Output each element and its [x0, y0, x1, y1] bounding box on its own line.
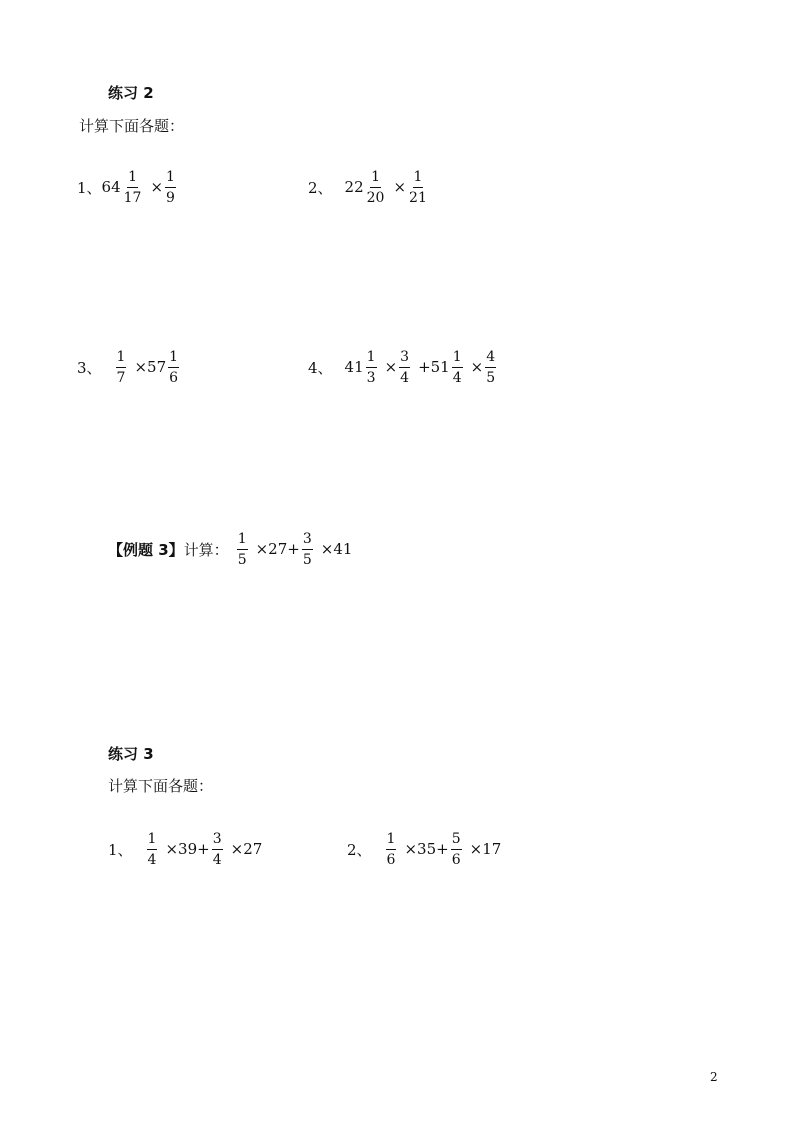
practice3-problem-1: [108, 829, 262, 869]
practice3-problem-2: [347, 829, 501, 869]
denominator: 21: [409, 189, 427, 206]
denominator: 5: [486, 369, 496, 386]
problem-label: 2、: [347, 840, 372, 859]
practice2-instruction: 计算下面各题：: [79, 117, 185, 135]
fraction: [399, 349, 410, 386]
whole-number: 22: [344, 178, 364, 196]
practice2-problem-1: [77, 167, 178, 207]
numerator: 1: [237, 531, 248, 550]
numerator: 3: [212, 831, 223, 850]
denominator: 5: [302, 551, 312, 568]
practice2-title: 练习 2: [108, 84, 154, 102]
practice2-problem-4: [308, 347, 498, 387]
fraction: [168, 349, 179, 386]
numerator: 4: [485, 349, 496, 368]
denominator: 20: [366, 189, 385, 206]
operator: ×27: [230, 840, 263, 858]
numerator: 3: [302, 531, 313, 550]
operator: ×17: [469, 840, 502, 858]
numerator: 5: [451, 831, 462, 850]
denominator: 6: [386, 851, 396, 868]
denominator: 5: [237, 551, 247, 568]
denominator: 3: [366, 369, 376, 386]
numerator: 1: [386, 831, 397, 850]
denominator: 4: [400, 369, 410, 386]
denominator: 6: [451, 851, 461, 868]
operator: ×57: [134, 358, 167, 376]
practice2-problem-3: [77, 347, 181, 387]
denominator: 9: [166, 189, 175, 206]
operator: ×: [470, 358, 484, 376]
operator: ×41: [320, 540, 353, 558]
operator: ×27+: [255, 540, 300, 558]
fraction: [485, 349, 496, 386]
numerator: 1: [147, 831, 158, 850]
fraction: [147, 831, 158, 868]
fraction: [451, 831, 462, 868]
problem-label: 1、: [108, 840, 133, 859]
denominator: 4: [212, 851, 222, 868]
problem-label: 2、: [308, 178, 333, 197]
example3-prefix: 计算：: [183, 540, 229, 559]
numerator: 1: [452, 349, 463, 368]
numerator: 1: [168, 349, 179, 368]
denominator: 6: [169, 369, 179, 386]
denominator: 7: [116, 369, 126, 386]
practice3-title: 练习 3: [108, 745, 154, 763]
numerator: 1: [366, 349, 377, 368]
fraction: [366, 349, 377, 386]
denominator: 17: [123, 189, 142, 206]
fraction: [366, 169, 386, 206]
numerator: 1: [413, 169, 424, 188]
whole-number: 64: [101, 178, 121, 196]
practice2-problem-2: [308, 167, 430, 207]
fraction: [123, 169, 143, 206]
fraction: [237, 531, 248, 568]
whole-number: 41: [344, 358, 364, 376]
numerator: 1: [370, 169, 381, 188]
fraction: [116, 349, 127, 386]
denominator: 4: [452, 369, 462, 386]
problem-label: 1、: [77, 178, 102, 197]
example3-label: 【例题 3】: [108, 540, 184, 559]
numerator: 1: [116, 349, 127, 368]
operator: ×: [384, 358, 398, 376]
operator: ×: [393, 178, 407, 196]
operator: +51: [418, 358, 450, 376]
fraction: [212, 831, 223, 868]
operator: ×: [150, 178, 164, 196]
fraction: [165, 169, 176, 206]
problem-label: 3、: [77, 358, 102, 377]
denominator: 4: [147, 851, 157, 868]
operator: ×39+: [165, 840, 210, 858]
operator: ×35+: [404, 840, 449, 858]
fraction: [386, 831, 397, 868]
numerator: 1: [165, 169, 176, 188]
numerator: 3: [399, 349, 410, 368]
numerator: 1: [127, 169, 138, 188]
problem-label: 4、: [308, 358, 333, 377]
fraction: [452, 349, 463, 386]
example3-problem: [108, 529, 352, 569]
page-number: 2: [710, 1070, 718, 1084]
fraction: [302, 531, 313, 568]
fraction: [408, 169, 428, 206]
practice3-instruction: 计算下面各题：: [108, 777, 214, 795]
